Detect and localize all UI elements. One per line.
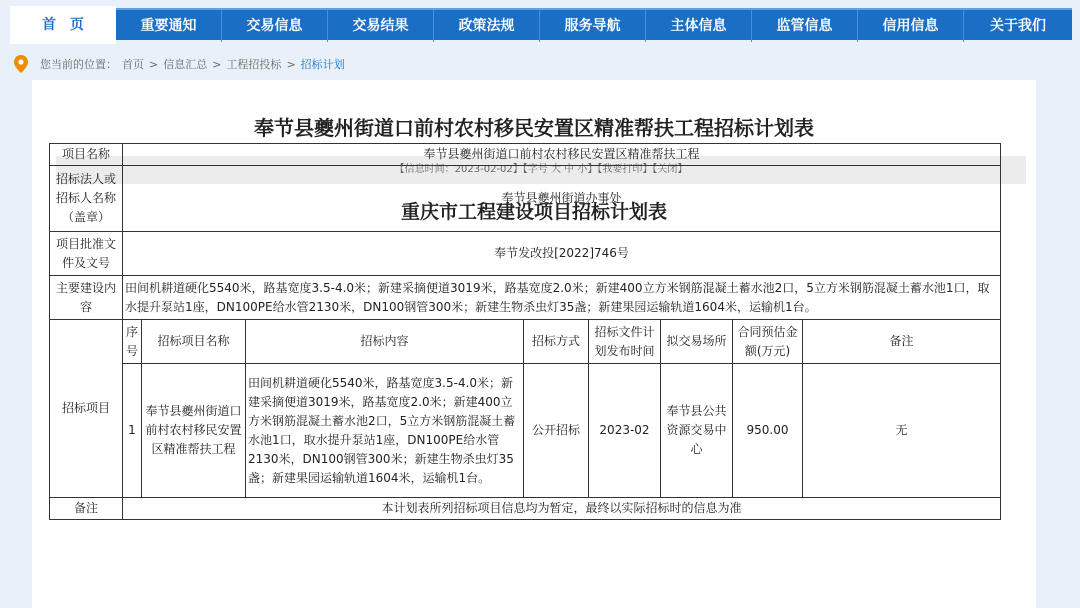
- nav-policies[interactable]: 政策法规: [434, 10, 540, 42]
- bid-plan-table: [49, 143, 1001, 520]
- content-label: 主要建设内容: [50, 276, 123, 320]
- row-amount: 950.00: [733, 364, 803, 498]
- top-nav: [0, 0, 1080, 46]
- remark-value: 本计划表所列招标项目信息均为暂定，最终以实际招标时的信息为准: [123, 498, 1001, 520]
- header-publish-time: 招标文件计划发布时间: [589, 320, 661, 364]
- location-pin-icon: [14, 55, 28, 73]
- article-title: 奉节县夔州街道口前村农村移民安置区精准帮扶工程招标计划表: [254, 116, 814, 140]
- project-name-value: 奉节县夔州街道口前村农村移民安置区精准帮扶工程: [123, 144, 1001, 166]
- breadcrumb-summary[interactable]: 信息汇总: [163, 58, 208, 71]
- row-publish-time: 2023-02: [589, 364, 661, 498]
- approval-label: 项目批准文件及文号: [50, 232, 123, 276]
- row-venue: 奉节县公共资源交易中心: [661, 364, 733, 498]
- row-no: 1: [123, 364, 142, 498]
- row-remark: 无: [803, 364, 1001, 498]
- row-content: 田间机耕道硬化5540米，路基宽度3.5-4.0米；新建采摘便道3019米，路基宽度2.0米；新建400立方米钢筋混凝土蓄水池2口，5立方米钢筋混凝土蓄水池1口，取水提升泵站1座，DN100PE给水管2130米，DN100钢管300米；新建生物杀虫灯35盏；新建果园运输轨道1604米，运输机1台。: [246, 364, 524, 498]
- nav-notices[interactable]: 重要通知: [116, 10, 222, 42]
- row-method: 公开招标: [524, 364, 589, 498]
- project-name-label: 项目名称: [50, 144, 123, 166]
- breadcrumb-separator: >: [286, 57, 296, 71]
- header-venue: 拟交易场所: [661, 320, 733, 364]
- remark-label: 备注: [50, 498, 123, 520]
- tenderer-value: 奉节县夔州街道办事处: [123, 166, 1001, 232]
- breadcrumb-separator: >: [149, 57, 159, 71]
- nav-home[interactable]: 首 页: [10, 6, 116, 44]
- nav-about[interactable]: 关于我们: [990, 18, 1046, 34]
- breadcrumb-home[interactable]: 首页: [122, 58, 144, 71]
- nav-bar: [10, 8, 1072, 40]
- nav-trade-info[interactable]: 交易信息: [222, 10, 328, 42]
- nav-trade-results[interactable]: 交易结果: [328, 10, 434, 42]
- table-caption: 重庆市工程建设项目招标计划表: [400, 201, 667, 223]
- nav-entity-info[interactable]: 主体信息: [646, 10, 752, 42]
- table-row: [50, 364, 1001, 498]
- nav-credit-info[interactable]: 信用信息: [858, 10, 964, 42]
- breadcrumb-engineering[interactable]: 工程招投标: [226, 58, 282, 71]
- bid-items-label: 招标项目: [50, 320, 123, 498]
- breadcrumb-prefix: 您当前的位置：: [40, 58, 117, 71]
- header-remark: 备注: [803, 320, 1001, 364]
- header-name: 招标项目名称: [142, 320, 246, 364]
- print-link[interactable]: 【我要打印】: [597, 164, 653, 175]
- approval-value: 奉节发改投[2022]746号: [123, 232, 1001, 276]
- breadcrumb: [14, 54, 350, 74]
- header-method: 招标方式: [524, 320, 589, 364]
- nav-service-guide[interactable]: 服务导航: [540, 10, 646, 42]
- row-name: 奉节县夔州街道口前村农村移民安置区精准帮扶工程: [142, 364, 246, 498]
- info-time: 【信息时间：2023-02-02】: [394, 164, 523, 175]
- content-value: 田间机耕道硬化5540米，路基宽度3.5-4.0米；新建采摘便道3019米，路基宽度2.0米；新建400立方米钢筋混凝土蓄水池2口，5立方米钢筋混凝土蓄水池1口，取水提升泵站1座，DN100PE给水管2130米，DN100钢管300米；新建生物杀虫灯35盏；新建果园运输轨道1604米，运输机1台。: [123, 276, 1001, 320]
- close-link[interactable]: 【关闭】: [652, 164, 688, 175]
- breadcrumb-current[interactable]: 招标计划: [300, 58, 345, 71]
- breadcrumb-separator: >: [212, 57, 222, 71]
- header-no: 序号: [123, 320, 142, 364]
- nav-supervision[interactable]: 监管信息: [752, 10, 858, 42]
- tenderer-label: 招标法人或招标人名称（盖章）: [50, 166, 123, 232]
- font-size-control[interactable]: 【字号 大 中 小】: [522, 164, 598, 175]
- header-amount: 合同预估金额(万元): [733, 320, 803, 364]
- header-content: 招标内容: [246, 320, 524, 364]
